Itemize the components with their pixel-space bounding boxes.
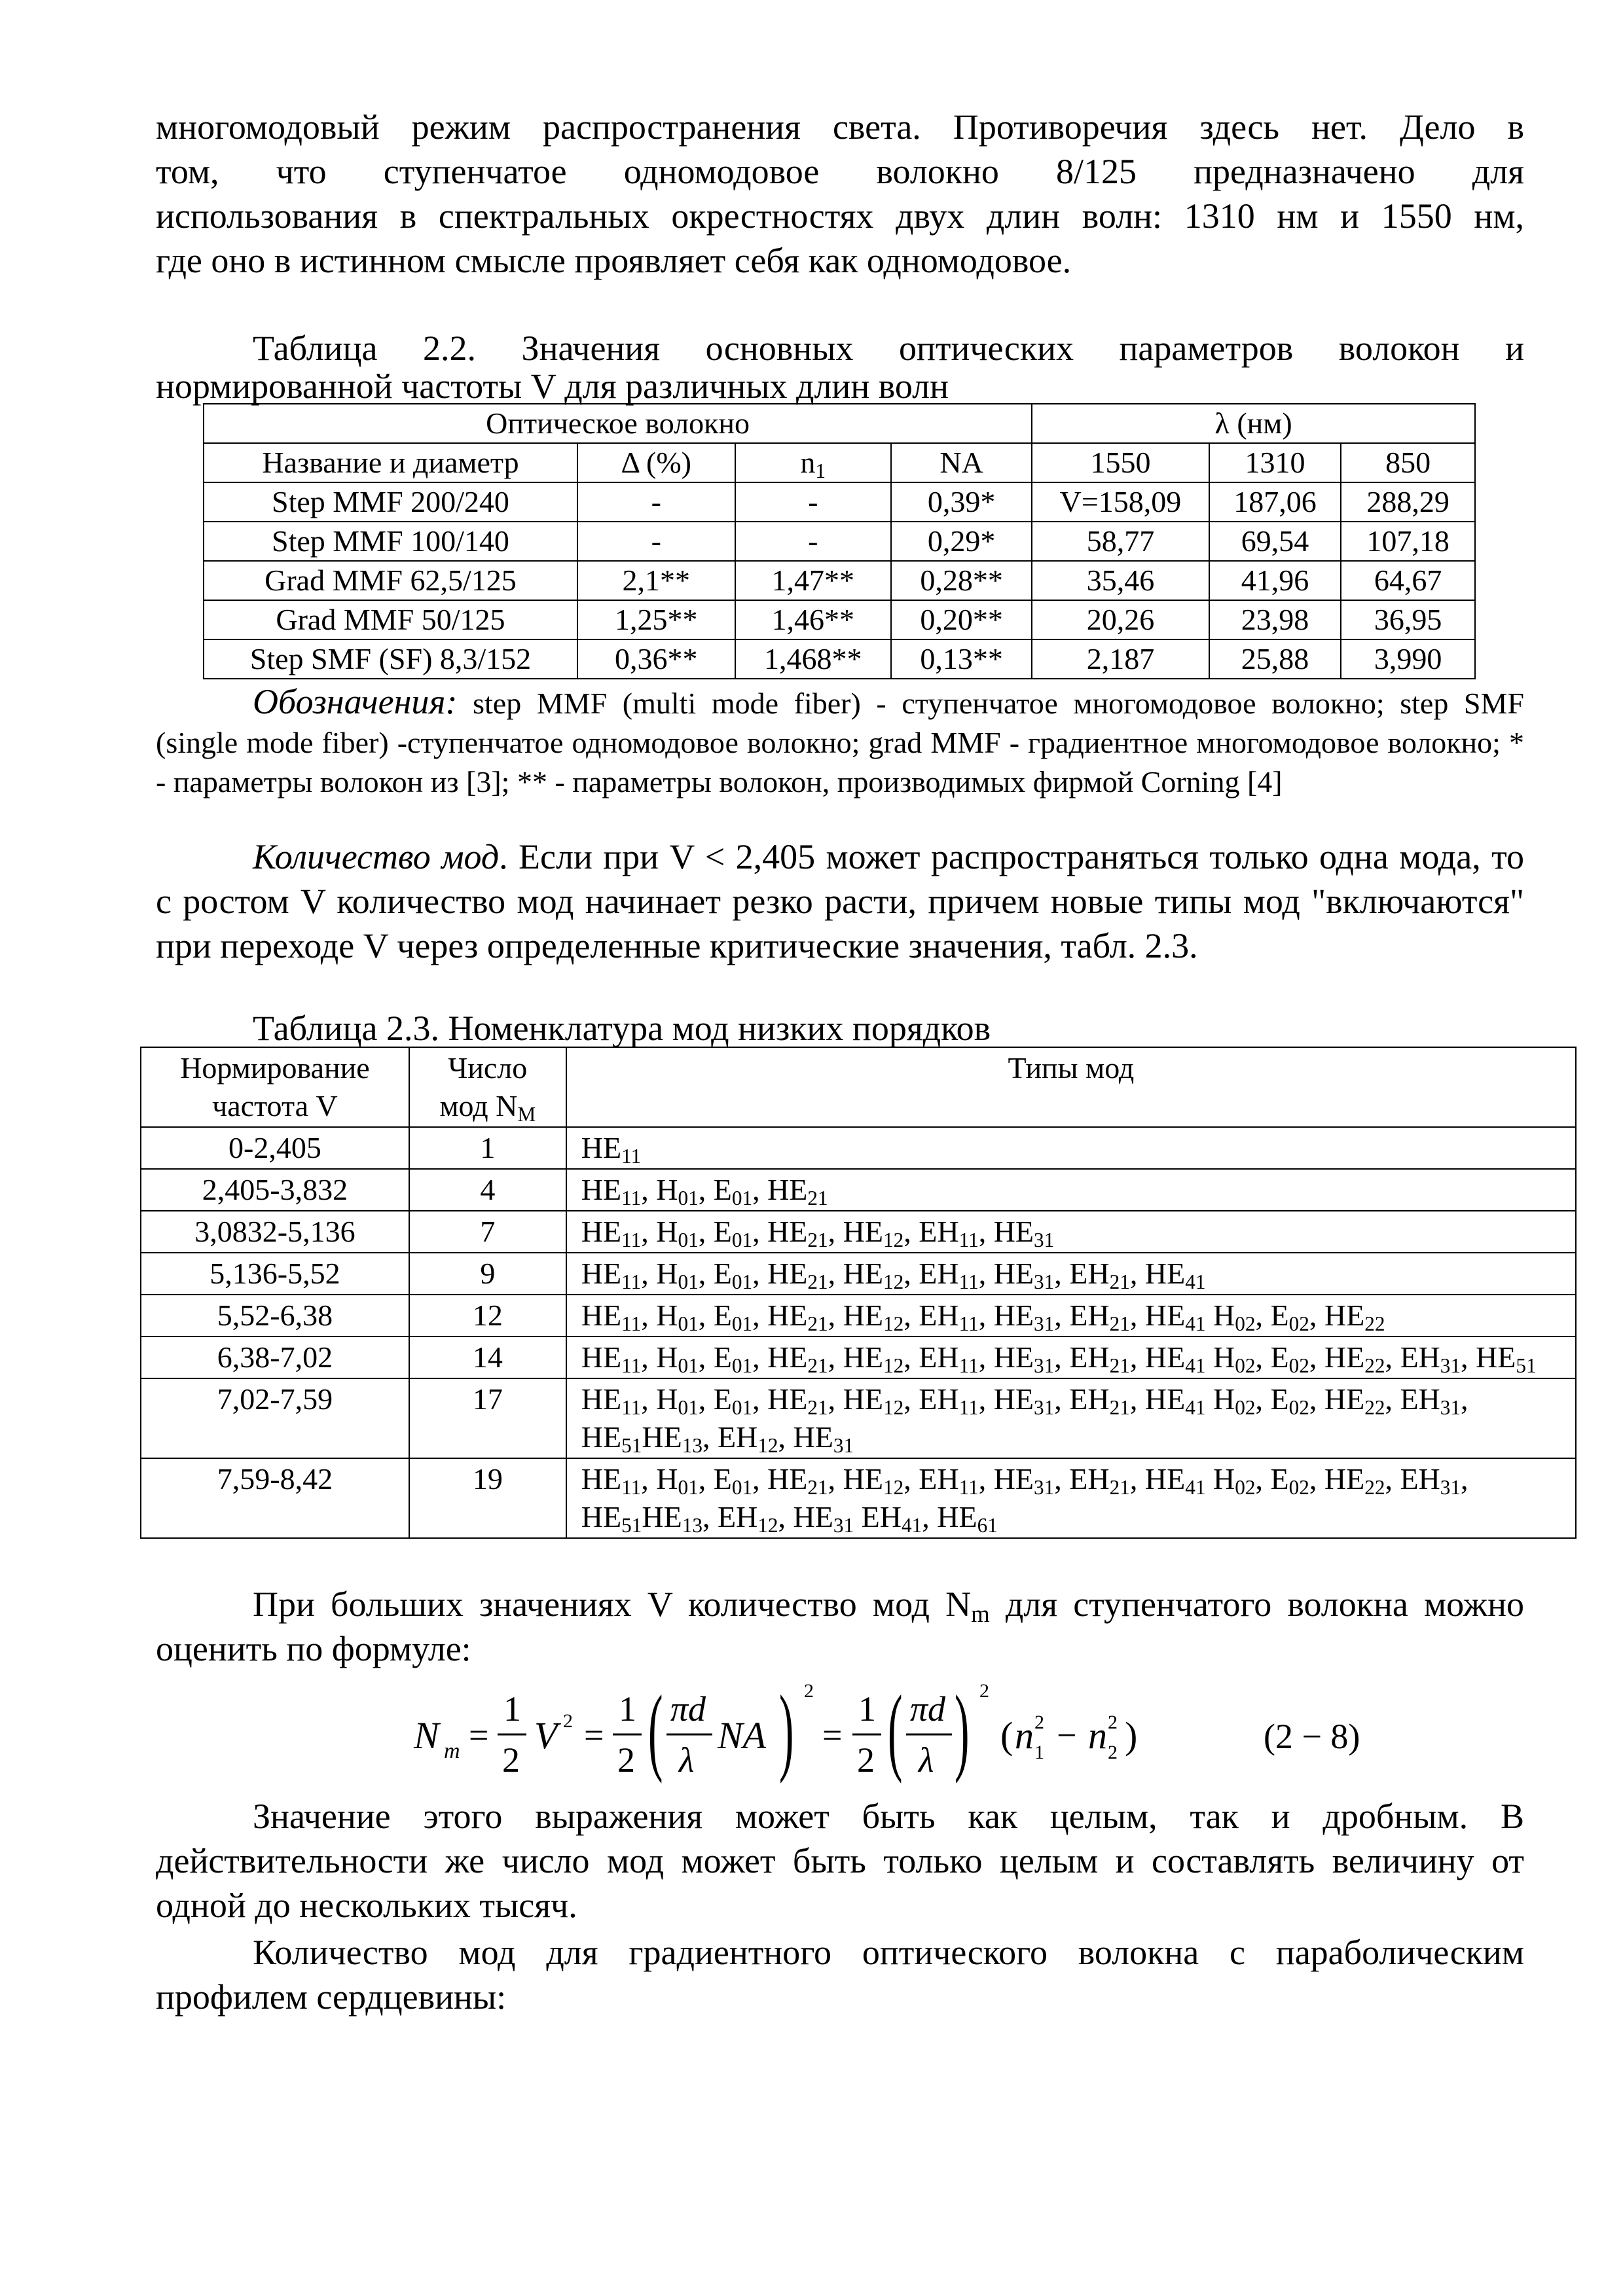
svg-text:n: n xyxy=(1015,1714,1034,1757)
group-header-lambda: λ (нм) xyxy=(1032,404,1475,443)
svg-text:(: ( xyxy=(648,1676,663,1785)
table-row: 2,405-3,832 4 $HE_{11}$, $H_{01}$, $E_{01}$, $HE_{21}$ xyxy=(141,1169,1576,1211)
table-row: 3,0832-5,136 7 $HE_{11}$, $H_{01}$, $E_{01}$, $HE_{21}$, $HE_{12}$, $EH_{11}$, $HE_{31}$ xyxy=(141,1211,1576,1253)
modes-title: Количество мод xyxy=(253,837,500,876)
formula-2-8 xyxy=(156,1671,1524,1794)
svg-text:): ) xyxy=(1125,1714,1138,1757)
col-header-delta: Δ (%) xyxy=(577,443,735,482)
svg-text:): ) xyxy=(779,1676,794,1785)
modes-text: . Если при V < 2,405 может распространяться только одна мода, то с ростом V количество мод начинает резко расти, причем новые типы мод "включаются" при переходе V через определенные критические значения, табл. 2.3. xyxy=(156,837,1525,965)
intro-line-4: где оно в истинном смысле проявляет себя как одномодовое. xyxy=(156,241,1072,280)
col-header-types: Типы мод xyxy=(566,1047,1576,1127)
svg-text:2: 2 xyxy=(857,1740,875,1780)
svg-text:2: 2 xyxy=(804,1680,814,1702)
table23-header-row xyxy=(141,1047,1576,1127)
table22-notes xyxy=(156,682,1524,802)
table-row: 6,38-7,02 14 $HE_{11}$, $H_{01}$, $E_{01}$, $HE_{21}$, $HE_{12}$, $EH_{11}$, $HE_{31}$, $EH_{21}$, $HE_{41}$ $H_{02}$, $E_{02}$, $HE_{22}$, $EH_{31}$, $HE_{51}$ xyxy=(141,1336,1576,1378)
svg-text:1: 1 xyxy=(619,1689,636,1729)
mode-list: $HE_{11}$, $H_{01}$, $E_{01}$, $HE_{21}$ xyxy=(566,1169,1576,1211)
svg-text:1: 1 xyxy=(503,1689,521,1729)
intro-line-1: многомодовый режим распространения света. Противоречия здесь нет. Дело в xyxy=(156,107,1524,147)
svg-text:=: = xyxy=(822,1715,843,1755)
mode-list: $HE_{11}$, $H_{01}$, $E_{01}$, $HE_{21}$, $HE_{12}$, $EH_{11}$, $HE_{31}$, $EH_{21}$, $HE_{41}$ xyxy=(566,1253,1576,1295)
table22-caption-line2: нормированной частоты V для различных длин волн xyxy=(156,367,949,406)
modes-paragraph xyxy=(156,834,1524,968)
formula-intro: При больших значениях V количество мод $N_m$ для ступенчатого волокна можно оценить по формуле: xyxy=(156,1585,1524,1668)
table-row: 7,59-8,42 19 $HE_{11}$, $H_{01}$, $E_{01}$, $HE_{21}$, $HE_{12}$, $EH_{11}$, $HE_{31}$, $EH_{21}$, $HE_{41}$ $H_{02}$, $E_{02}$, $HE_{22}$, $EH_{31}$, $HE_{51}HE_{13}$, $EH_{12}$, $HE_{31}$ $EH_{41}$, $HE_{61}$ xyxy=(141,1458,1576,1538)
svg-text:1: 1 xyxy=(1034,1742,1044,1763)
group-header-fiber: Оптическое волокно xyxy=(204,404,1032,443)
svg-text:2: 2 xyxy=(979,1680,989,1702)
svg-text:n: n xyxy=(1088,1714,1107,1757)
intro-line-2: том, что ступенчатое одномодовое волокно 8/125 предназначено для xyxy=(156,152,1524,191)
svg-text:λ: λ xyxy=(679,1740,695,1780)
svg-text:(: ( xyxy=(1000,1714,1013,1757)
col-header-name: Название и диаметр xyxy=(204,443,577,482)
table-row: 5,52-6,38 12 $HE_{11}$, $H_{01}$, $E_{01}$, $HE_{21}$, $HE_{12}$, $EH_{11}$, $HE_{31}$, $EH_{21}$, $HE_{41}$ $H_{02}$, $E_{02}$, $HE_{22}$ xyxy=(141,1295,1576,1336)
mode-list: $HE_{11}$ xyxy=(566,1127,1576,1169)
svg-text:m: m xyxy=(444,1739,460,1763)
svg-text:1: 1 xyxy=(858,1689,876,1729)
svg-text:=: = xyxy=(584,1715,604,1755)
svg-text:2: 2 xyxy=(617,1740,635,1780)
table-row: Step MMF 200/240 - - 0,39* V=158,09 187,06 288,29 xyxy=(204,482,1475,522)
mode-list: $HE_{11}$, $H_{01}$, $E_{01}$, $HE_{21}$, $HE_{12}$, $EH_{11}$, $HE_{31}$, $EH_{21}$, $HE_{41}$ $H_{02}$, $E_{02}$, $HE_{22}$ xyxy=(566,1295,1576,1336)
svg-text:2: 2 xyxy=(1034,1712,1044,1733)
svg-text:2: 2 xyxy=(563,1710,573,1732)
table-2-2 xyxy=(203,403,1476,679)
col-header-na: NA xyxy=(891,443,1032,482)
mode-list: $HE_{11}$, $H_{01}$, $E_{01}$, $HE_{21}$, $HE_{12}$, $EH_{11}$, $HE_{31}$, $EH_{21}$, $HE_{41}$ $H_{02}$, $E_{02}$, $HE_{22}$, $EH_{31}$, $HE_{51}$ xyxy=(566,1336,1576,1378)
svg-text:πd: πd xyxy=(670,1689,706,1729)
formula-svg xyxy=(156,1671,1524,1794)
svg-text:2: 2 xyxy=(502,1740,520,1780)
col-header-850: 850 xyxy=(1341,443,1475,482)
table-row: 0-2,405 1 $HE_{11}$ xyxy=(141,1127,1576,1169)
col-header-n1: $n_1$ xyxy=(735,443,891,482)
svg-text:−: − xyxy=(1057,1715,1077,1755)
formula-nm: N xyxy=(414,1714,439,1757)
table-row: Grad MMF 50/125 1,25** 1,46** 0,20** 20,26 23,98 36,95 xyxy=(204,600,1475,639)
table-row: 5,136-5,52 9 $HE_{11}$, $H_{01}$, $E_{01}$, $HE_{21}$, $HE_{12}$, $EH_{11}$, $HE_{31}$, $EH_{21}$, $HE_{41}$ xyxy=(141,1253,1576,1295)
svg-text:πd: πd xyxy=(910,1689,946,1729)
table22-header-row xyxy=(204,443,1475,482)
mode-list: $HE_{11}$, $H_{01}$, $E_{01}$, $HE_{21}$, $HE_{12}$, $EH_{11}$, $HE_{31}$ xyxy=(566,1211,1576,1253)
value-paragraph: Значение этого выражения может быть как целым, так и дробным. В действительности же число мод может быть только целым и составлять величину от одной до нескольких тысяч. xyxy=(156,1797,1524,1925)
page xyxy=(156,105,1537,2019)
svg-text:(: ( xyxy=(888,1676,903,1785)
svg-text:V: V xyxy=(534,1714,558,1757)
formula-number: (2 − 8) xyxy=(1264,1717,1360,1756)
svg-text:2: 2 xyxy=(1108,1712,1118,1733)
col-header-1310: 1310 xyxy=(1209,443,1341,482)
col-header-count: Число мод $N_M$ xyxy=(409,1047,566,1127)
svg-text:): ) xyxy=(955,1676,970,1785)
svg-text:λ: λ xyxy=(919,1740,934,1780)
grad-paragraph: Количество мод для градиентного оптического волокна с параболическим профилем сердцевины: xyxy=(156,1933,1524,2017)
col-header-v: Нормирование частота V xyxy=(141,1047,409,1127)
table-row: Step SMF (SF) 8,3/152 0,36** 1,468** 0,13** 2,187 25,88 3,990 xyxy=(204,639,1475,679)
table-row: Step MMF 100/140 - - 0,29* 58,77 69,54 107,18 xyxy=(204,522,1475,561)
svg-text:2: 2 xyxy=(1108,1742,1118,1763)
col-header-1550: 1550 xyxy=(1032,443,1209,482)
mode-list: $HE_{11}$, $H_{01}$, $E_{01}$, $HE_{21}$, $HE_{12}$, $EH_{11}$, $HE_{31}$, $EH_{21}$, $HE_{41}$ $H_{02}$, $E_{02}$, $HE_{22}$, $EH_{31}$, $HE_{51}HE_{13}$, $EH_{12}$, $HE_{31}$ $EH_{41}$, $HE_{61}$ xyxy=(566,1458,1576,1538)
notes-text: step MMF (multi mode fiber) - ступенчатое многомодовое волокно; step SMF (single mode fiber) -ступенчатое одномодовое волокно; grad MMF - градиентное многомодовое волокно; * - параметры волокон из [3]; ** - параметры волокон, производимых фирмой Corning [4] xyxy=(156,687,1524,798)
svg-text:NA: NA xyxy=(718,1714,767,1757)
table-row: Grad MMF 62,5/125 2,1** 1,47** 0,28** 35,46 41,96 64,67 xyxy=(204,561,1475,600)
svg-text:=: = xyxy=(469,1715,489,1755)
table22-caption-line1: Таблица 2.2. Значения основных оптических параметров волокон и xyxy=(253,329,1524,368)
intro-line-3: использования в спектральных окрестностях двух длин волн: 1310 нм и 1550 нм, xyxy=(156,196,1524,236)
table-row: 7,02-7,59 17 $HE_{11}$, $H_{01}$, $E_{01}$, $HE_{21}$, $HE_{12}$, $EH_{11}$, $HE_{31}$, $EH_{21}$, $HE_{41}$ $H_{02}$, $E_{02}$, $HE_{22}$, $EH_{31}$, $HE_{51}HE_{13}$, $EH_{12}$, $HE_{31}$ xyxy=(141,1378,1576,1458)
mode-list: $HE_{11}$, $H_{01}$, $E_{01}$, $HE_{21}$, $HE_{12}$, $EH_{11}$, $HE_{31}$, $EH_{21}$, $HE_{41}$ $H_{02}$, $E_{02}$, $HE_{22}$, $EH_{31}$, $HE_{51}HE_{13}$, $EH_{12}$, $HE_{31}$ xyxy=(566,1378,1576,1458)
table23-caption: Таблица 2.3. Номенклатура мод низких порядков xyxy=(253,1009,991,1048)
notes-title: Обозначения: xyxy=(253,682,458,721)
table-2-3 xyxy=(140,1047,1577,1539)
